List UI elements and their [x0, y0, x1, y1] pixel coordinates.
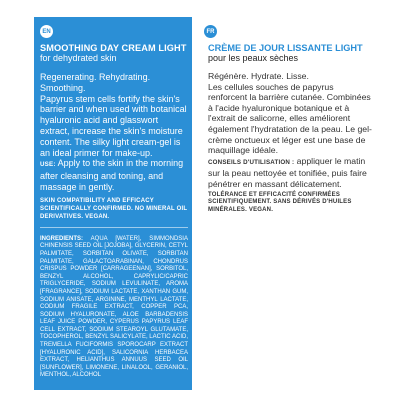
use-text-en: Apply to the skin in the morning after cleansing and toning, and massage in gently. [40, 158, 184, 192]
use-label-fr: CONSEILS D'UTILISATION : [208, 158, 295, 166]
product-title-fr: CRÈME DE JOUR LISSANTE LIGHT [208, 43, 363, 53]
description-block-fr [208, 71, 375, 190]
description-en: Papyrus stem cells fortify the skin's barrier and when used with botanical hyaluronic acid and glasswort extract, increase the skin's moisture content. The silky light cream-gel is an ideal primer for make-up. [40, 93, 187, 158]
french-content [208, 43, 375, 214]
use-text-fr: appliquer le matin sur la peau nettoyée et tonifiée, puis faire pénétrer en massant délicatement. [208, 155, 367, 189]
french-panel [198, 17, 378, 390]
english-content [40, 43, 188, 380]
claim-block-fr [208, 192, 375, 215]
claim-fr: TOLÉRANCE ET EFFICACITÉ CONFIRMÉES SCIENTIFIQUEMENT. SANS DÉRIVÉS D'HUILES MINÉRALES. VEGAN. [208, 191, 352, 213]
use-label-en: USE: [40, 161, 56, 169]
product-subtitle-en: for dehydrated skin [40, 53, 117, 63]
claim-block-en [40, 197, 188, 228]
ingredients-en [40, 236, 188, 380]
description-block-en [40, 72, 188, 193]
claim-en: SKIN COMPATIBILITY AND EFFICACY SCIENTIFICALLY CONFIRMED. NO MINERAL OIL DERIVATIVES. VEGAN. [40, 197, 188, 220]
usage-en [40, 158, 188, 192]
ingredients-label: INGREDIENTS: [40, 235, 84, 242]
product-subtitle-fr: pour les peaux sèches [208, 53, 299, 63]
english-panel [34, 17, 192, 390]
tagline-fr: Régénère. Hydrate. Lisse. [208, 71, 309, 81]
language-badge-fr: FR [204, 25, 217, 38]
product-title-en: SMOOTHING DAY CREAM LIGHT [40, 43, 187, 53]
tagline-en: Regenerating. Rehydrating. Smoothing. [40, 72, 151, 93]
usage-fr [208, 156, 375, 190]
language-badge-en: EN [40, 25, 53, 38]
description-fr: Les cellules souches de papyrus renforcent la barrière cutanée. Combinées à l'acide hyaluronique botanique et à l'extrait de salicorne, elles améliorent également l'hydratation de la peau. Le gel-crème onctueux et léger est une base de maquillage idéale. [208, 81, 372, 156]
ingredients-list: AQUA [WATER], SIMMONDSIA CHINENSIS SEED OIL [JOJOBA], GLYCERIN, CETYL PALMITATE, SORBITAN OLIVATE, SORBITAN PALMITATE, GALACTOARABINAN, CHONDRUS CRISPUS POWDER [CARRAGEENAN], SORBITOL, BENZYL ALCOHOL, CAPRYLIC/CAPRIC TRIGLYCERIDE, SODIUM LEVULINATE, AROMA [FRAGRANCE], SODIUM LACTATE, XANTHAN GUM, SODIUM ANISATE, ARGININE, MENTHYL LACTATE, CODIUM FRAGILE EXTRACT, COPPER PCA, SODIUM HYALURONATE, ALOE BARBADENSIS LEAF JUICE POWDER, CYPERUS PAPYRUS LEAF CELL EXTRACT, SODIUM STEAROYL GLUTAMATE, TOCOPHEROL, BENZYL SALICYLATE, LACTIC ACID, TREMELLA FUCIFORMIS SPOROCARP EXTRACT [HYALURONIC ACID], SALICORNIA HERBACEA EXTRACT, HELIANTHUS ANNUUS SEED OIL [SUNFLOWER], LIMONENE, LINALOOL, GERANIOL, MENTHOL, ALCOHOL [40, 235, 188, 379]
